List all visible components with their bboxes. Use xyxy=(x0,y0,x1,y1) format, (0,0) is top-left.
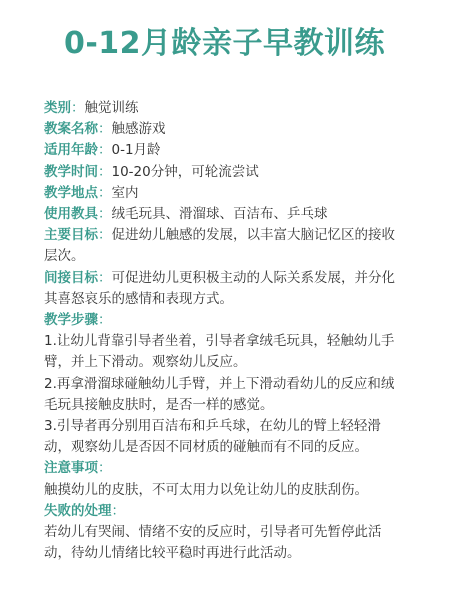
field-duration: 教学时间：10-20分钟，可轮流尝试 xyxy=(44,163,259,180)
field-label: 间接目标 xyxy=(44,269,98,286)
page-title: 0-12月龄亲子早教训练 xyxy=(63,26,386,61)
field-value: 触感游戏 xyxy=(111,121,166,138)
field-value: 0-1月龄 xyxy=(111,142,161,159)
step-item: 2.再拿滑溜球碰触幼儿手臂，并上下滑动看幼儿的反应和绒毛玩具接触皮肤时，是否一样的感觉。 xyxy=(44,375,395,413)
field-label: 教学时间 xyxy=(44,163,98,180)
field-indirect-goal: 间接目标：可促进幼儿更积极主动的人际关系发展，并分化其喜怒哀乐的感情和表现方式。 xyxy=(44,269,395,307)
section-label: 失败的处理 xyxy=(44,502,112,519)
step-item: 1.让幼儿背靠引导者坐着，引导者拿绒毛玩具，轻触幼儿手臂，并上下滑动。观察幼儿反应。 xyxy=(44,333,395,371)
field-value: 10-20分钟，可轮流尝试 xyxy=(111,163,259,180)
field-label: 主要目标 xyxy=(44,227,98,244)
field-value: 室内 xyxy=(111,184,139,201)
field-value: 触觉训练 xyxy=(84,100,139,116)
section-label: 教学步骤 xyxy=(44,312,98,329)
field-label: 类别 xyxy=(44,100,71,116)
field-value: 绒毛玩具、滑溜球、百洁布、乒乓球 xyxy=(111,206,328,223)
notes-text: 触摸幼儿的皮肤，不可太用力以免让幼儿的皮肤刮伤。 xyxy=(44,481,368,498)
field-age: 适用年龄：0-1月龄 xyxy=(44,142,161,159)
step-item: 3.引导者再分别用百洁布和乒乓球，在幼儿的臂上轻轻滑动，观察幼儿是否因不同材质的碰触而有不同的反应。 xyxy=(44,418,381,456)
field-category: 类别：触觉训练 xyxy=(44,100,139,116)
lesson-content xyxy=(44,98,405,564)
field-label: 适用年龄 xyxy=(44,142,98,159)
field-materials: 使用教具：绒毛玩具、滑溜球、百洁布、乒乓球 xyxy=(44,206,328,223)
field-label: 教案名称 xyxy=(44,121,98,138)
field-value: 促进幼儿触感的发展，以丰富大脑记忆区的接收层次。 xyxy=(44,227,395,265)
failure-heading: 失败的处理： xyxy=(44,502,125,519)
field-main-goal: 主要目标：促进幼儿触感的发展，以丰富大脑记忆区的接收层次。 xyxy=(44,227,395,265)
failure-text: 若幼儿有哭闹、情绪不安的反应时，引导者可先暂停此活动，待幼儿情绪比较平稳时再进行此活动。 xyxy=(44,524,382,562)
field-lesson-name: 教案名称：触感游戏 xyxy=(44,121,166,138)
steps-heading: 教学步骤： xyxy=(44,312,112,329)
field-label: 教学地点 xyxy=(44,184,98,201)
notes-heading: 注意事项： xyxy=(44,460,112,477)
section-label: 注意事项 xyxy=(44,460,98,477)
field-location: 教学地点：室内 xyxy=(44,184,139,201)
field-label: 使用教具 xyxy=(44,206,98,223)
field-value: 可促进幼儿更积极主动的人际关系发展，并分化其喜怒哀乐的感情和表现方式。 xyxy=(44,269,395,307)
